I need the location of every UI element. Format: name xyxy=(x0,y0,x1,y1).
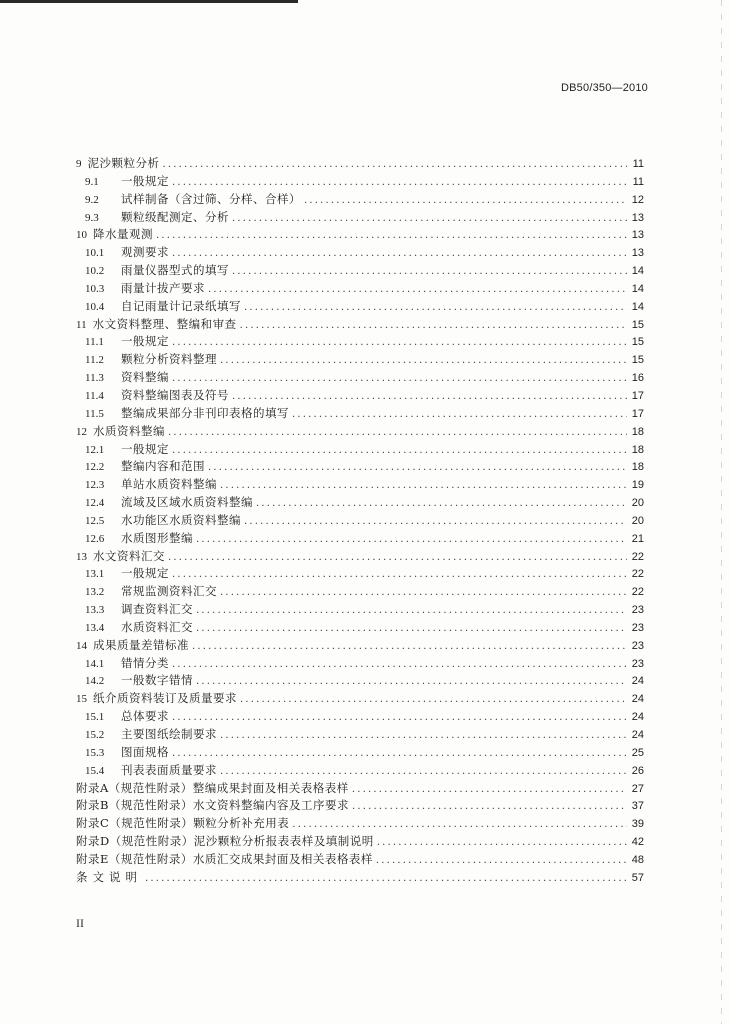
toc-entry-number: 12.2 xyxy=(85,461,105,474)
toc-entry-page: 23 xyxy=(631,604,644,617)
toc-entry[interactable] xyxy=(76,280,644,298)
toc-entry-title: 一般规定 xyxy=(121,334,169,349)
toc-entry[interactable] xyxy=(76,655,644,673)
toc-entry[interactable] xyxy=(76,405,644,423)
toc-leader-dots xyxy=(196,676,627,687)
toc-entry[interactable] xyxy=(76,209,644,227)
toc-entry[interactable] xyxy=(76,851,644,869)
toc-entry-page: 11 xyxy=(632,175,644,188)
toc-entry[interactable] xyxy=(76,191,644,209)
toc-entry-title: 自记雨量计记录纸填写 xyxy=(121,298,241,313)
toc-entry[interactable] xyxy=(76,316,644,334)
toc-entry-number: 12.4 xyxy=(85,497,105,510)
toc-entry-title: 水质资料汇交 xyxy=(121,619,193,634)
toc-entry[interactable] xyxy=(76,226,644,244)
toc-leader-dots xyxy=(232,266,627,277)
toc-entry[interactable] xyxy=(76,298,644,316)
toc-entry-page: 19 xyxy=(631,479,644,492)
toc-entry-number: 15 xyxy=(76,693,87,706)
toc-leader-dots xyxy=(156,230,627,241)
toc-entry-page: 14 xyxy=(631,300,644,313)
toc-leader-dots xyxy=(352,784,627,795)
toc-leader-dots xyxy=(240,320,627,331)
toc-entry-page: 18 xyxy=(631,461,644,474)
toc-leader-dots xyxy=(292,819,627,830)
toc-entry-number: 12 xyxy=(76,425,87,438)
toc-leader-dots xyxy=(168,427,627,438)
toc-leader-dots xyxy=(196,605,627,616)
toc-entry-page: 20 xyxy=(631,497,644,510)
toc-entry-page: 23 xyxy=(631,639,644,652)
toc-entry-page: 25 xyxy=(631,746,644,759)
toc-entry-page: 22 xyxy=(631,568,644,581)
toc-entry-page: 17 xyxy=(631,407,644,420)
toc-entry-title: 雨量仪器型式的填写 xyxy=(121,263,229,278)
table-of-contents xyxy=(76,155,644,887)
toc-leader-dots xyxy=(172,337,627,348)
toc-entry-page: 24 xyxy=(631,711,644,724)
toc-entry-title: 水功能区水质资料整编 xyxy=(121,512,241,527)
toc-entry-page: 17 xyxy=(631,389,644,402)
toc-entry-number: 12.6 xyxy=(85,532,105,545)
toc-entry-title: 颗粒分析资料整理 xyxy=(121,352,217,367)
toc-entry[interactable] xyxy=(76,458,644,476)
toc-entry-number: 13.1 xyxy=(85,568,105,581)
toc-leader-dots xyxy=(292,409,627,420)
toc-entry-title: 一般规定 xyxy=(121,441,169,456)
toc-entry-number: 14.1 xyxy=(85,657,105,670)
toc-leader-dots xyxy=(208,284,627,295)
toc-leader-dots xyxy=(172,748,627,759)
toc-entry-title: 调查资料汇交 xyxy=(121,602,193,617)
toc-leader-dots xyxy=(172,248,627,259)
toc-entry-number: 12.3 xyxy=(85,479,105,492)
toc-entry-title: 流域及区域水质资料整编 xyxy=(121,495,253,510)
toc-entry-number: 13.3 xyxy=(85,604,105,617)
toc-entry-title: 水质图形整编 xyxy=(121,530,193,545)
toc-leader-dots xyxy=(232,391,627,402)
toc-entry-title: 错情分类 xyxy=(121,655,169,670)
toc-entry-title: 水文资料汇交 xyxy=(93,548,165,563)
toc-entry-title: 纸介质资料装订及质量要求 xyxy=(93,691,237,706)
toc-entry-title: 一般规定 xyxy=(121,566,169,581)
toc-entry-page: 13 xyxy=(631,229,644,242)
toc-entry[interactable] xyxy=(76,548,644,566)
toc-entry[interactable] xyxy=(76,173,644,191)
toc-entry-page: 48 xyxy=(631,853,644,866)
toc-entry-page: 24 xyxy=(631,693,644,706)
toc-leader-dots xyxy=(196,623,627,634)
toc-leader-dots xyxy=(192,641,627,652)
toc-entry-page: 18 xyxy=(631,443,644,456)
toc-leader-dots xyxy=(163,159,628,170)
toc-entry-title: 试样制备（含过筛、分样、合样） xyxy=(121,191,301,206)
toc-entry[interactable] xyxy=(76,762,644,780)
toc-entry[interactable] xyxy=(76,619,644,637)
scan-right-edge xyxy=(721,0,722,1024)
toc-entry-page: 24 xyxy=(631,675,644,688)
toc-entry-title: 观测要求 xyxy=(121,245,169,260)
toc-entry[interactable] xyxy=(76,262,644,280)
toc-leader-dots xyxy=(196,534,627,545)
toc-entry[interactable] xyxy=(76,369,644,387)
toc-leader-dots xyxy=(220,355,627,366)
toc-entry-number: 9 xyxy=(76,158,82,170)
toc-leader-dots xyxy=(376,855,627,866)
toc-entry[interactable] xyxy=(76,476,644,494)
toc-entry-number: 11.4 xyxy=(85,389,104,402)
toc-entry-page: 14 xyxy=(631,282,644,295)
toc-entry-title: 附录D（规范性附录）泥沙颗粒分析报表表样及填制说明 xyxy=(76,834,374,849)
toc-entry-number: 10.4 xyxy=(85,300,105,313)
toc-leader-dots xyxy=(220,587,627,598)
toc-entry-title: 资料整编 xyxy=(121,370,169,385)
toc-leader-dots xyxy=(240,694,627,705)
toc-entry-page: 12 xyxy=(631,193,644,206)
toc-entry-title: 常规监测资料汇交 xyxy=(121,584,217,599)
toc-entry-page: 24 xyxy=(631,729,644,741)
toc-entry[interactable] xyxy=(76,637,644,655)
toc-leader-dots xyxy=(168,552,627,563)
toc-entry[interactable] xyxy=(76,387,644,405)
toc-entry-title: 一般数字错情 xyxy=(121,673,193,688)
toc-entry-number: 11.1 xyxy=(85,336,104,349)
toc-entry-page: 39 xyxy=(631,818,644,831)
toc-leader-dots xyxy=(244,516,627,527)
toc-entry-title: 泥沙颗粒分析 xyxy=(87,156,160,170)
scan-top-edge xyxy=(0,0,298,3)
toc-leader-dots xyxy=(172,712,627,723)
toc-leader-dots xyxy=(304,195,627,206)
toc-entry-number: 14.2 xyxy=(85,675,105,688)
toc-entry-number: 9.2 xyxy=(85,193,99,206)
toc-leader-dots xyxy=(220,730,627,741)
toc-entry[interactable] xyxy=(76,494,644,512)
toc-entry[interactable] xyxy=(76,530,644,548)
toc-entry[interactable] xyxy=(76,441,644,459)
toc-entry-title: 单站水质资料整编 xyxy=(121,477,217,492)
toc-leader-dots xyxy=(256,498,627,509)
toc-entry[interactable] xyxy=(76,780,644,798)
toc-entry-number: 11 xyxy=(76,318,87,331)
toc-entry-title: 主要图纸绘制要求 xyxy=(121,727,217,741)
toc-leader-dots xyxy=(172,659,627,670)
toc-entry-title: 整编内容和范围 xyxy=(121,459,205,474)
toc-entry-title: 条文说明 xyxy=(76,869,142,884)
toc-entry-number: 15.3 xyxy=(85,746,105,759)
toc-leader-dots xyxy=(220,766,627,777)
toc-leader-dots xyxy=(172,177,627,188)
toc-entry-number: 11.2 xyxy=(85,354,104,367)
toc-entry[interactable] xyxy=(76,815,644,833)
toc-entry[interactable] xyxy=(76,869,644,887)
toc-entry-title: 水质资料整编 xyxy=(93,423,165,438)
toc-entry-page: 16 xyxy=(631,372,644,385)
toc-entry-title: 附录B（规范性附录）水文资料整编内容及工序要求 xyxy=(76,798,349,813)
toc-entry-title: 资料整编图表及符号 xyxy=(121,387,229,402)
toc-leader-dots xyxy=(172,445,627,456)
toc-entry-number: 14 xyxy=(76,639,87,652)
toc-entry[interactable] xyxy=(76,726,644,744)
toc-entry-page: 11 xyxy=(632,158,644,170)
toc-entry-page: 22 xyxy=(631,550,644,563)
toc-entry[interactable] xyxy=(76,423,644,441)
toc-entry-number: 12.1 xyxy=(85,443,105,456)
toc-entry-page: 15 xyxy=(631,354,644,367)
toc-entry[interactable] xyxy=(76,244,644,262)
toc-entry-page: 37 xyxy=(631,800,644,813)
toc-leader-dots xyxy=(232,213,627,224)
toc-entry-number: 15.2 xyxy=(85,729,105,741)
toc-entry-title: 降水量观测 xyxy=(93,227,153,242)
toc-entry[interactable] xyxy=(76,690,644,708)
toc-entry[interactable] xyxy=(76,155,644,173)
toc-entry[interactable] xyxy=(76,744,644,762)
page-number: II xyxy=(76,916,84,930)
toc-entry-page: 23 xyxy=(631,621,644,634)
toc-leader-dots xyxy=(145,873,627,884)
toc-leader-dots xyxy=(220,480,627,491)
toc-entry-number: 10 xyxy=(76,229,87,242)
toc-entry[interactable] xyxy=(76,797,644,815)
toc-leader-dots xyxy=(244,302,627,313)
toc-entry-title: 一般规定 xyxy=(121,173,169,188)
toc-entry-title: 刊表表面质量要求 xyxy=(121,762,217,777)
toc-entry-page: 21 xyxy=(631,532,644,545)
toc-entry-title: 水文资料整理、整编和审查 xyxy=(92,316,237,331)
toc-entry-page: 15 xyxy=(631,336,644,349)
toc-entry-number: 13.2 xyxy=(85,586,105,599)
toc-entry[interactable] xyxy=(76,672,644,690)
toc-entry-title: 附录E（规范性附录）水质汇交成果封面及相关表格表样 xyxy=(76,851,373,866)
toc-entry-title: 成果质量差错标准 xyxy=(93,637,189,652)
toc-entry-number: 9.3 xyxy=(85,211,99,224)
toc-entry-title: 雨量计拔产要求 xyxy=(121,280,205,295)
toc-leader-dots xyxy=(172,569,627,580)
toc-entry-title: 附录C（规范性附录）颗粒分析补充用表 xyxy=(76,816,290,831)
toc-entry-number: 10.1 xyxy=(85,247,105,260)
toc-entry-title: 总体要求 xyxy=(121,709,169,724)
toc-entry[interactable] xyxy=(76,351,644,369)
toc-entry[interactable] xyxy=(76,708,644,726)
toc-entry[interactable] xyxy=(76,512,644,530)
toc-entry-number: 11.5 xyxy=(85,407,104,420)
toc-entry-title: 颗粒级配测定、分析 xyxy=(121,209,229,224)
toc-entry-number: 9.1 xyxy=(85,175,99,188)
toc-entry-page: 18 xyxy=(631,425,644,438)
toc-entry-page: 13 xyxy=(631,247,644,260)
toc-entry-page: 23 xyxy=(631,657,644,670)
toc-entry-page: 20 xyxy=(631,514,644,527)
toc-entry-page: 22 xyxy=(631,586,644,599)
toc-entry-page: 26 xyxy=(631,764,644,777)
toc-entry-title: 附录A（规范性附录）整编成果封面及相关表格表样 xyxy=(76,780,349,795)
toc-entry-number: 10.2 xyxy=(85,265,105,278)
toc-entry[interactable] xyxy=(76,333,644,351)
toc-entry-title: 整编成果部分非刊印表格的填写 xyxy=(121,405,289,420)
toc-entry[interactable] xyxy=(76,583,644,601)
toc-entry-page: 27 xyxy=(631,782,644,795)
toc-entry-page: 57 xyxy=(631,871,644,884)
toc-entry-number: 15.1 xyxy=(85,711,105,724)
toc-entry-number: 11.3 xyxy=(85,372,104,385)
toc-entry-page: 13 xyxy=(631,211,644,224)
toc-leader-dots xyxy=(172,373,627,384)
toc-leader-dots xyxy=(377,837,627,848)
toc-entry[interactable] xyxy=(76,601,644,619)
toc-entry-number: 10.3 xyxy=(85,282,105,295)
toc-entry-number: 13 xyxy=(76,550,87,563)
toc-leader-dots xyxy=(352,801,627,812)
toc-entry-page: 15 xyxy=(631,318,644,331)
toc-entry[interactable] xyxy=(76,833,644,851)
toc-entry-number: 15.4 xyxy=(85,764,105,777)
toc-entry-page: 14 xyxy=(631,265,644,278)
document-code: DB50/350—2010 xyxy=(561,82,648,94)
toc-leader-dots xyxy=(208,462,627,473)
toc-entry-title: 图面规格 xyxy=(121,744,169,759)
toc-entry-number: 12.5 xyxy=(85,514,105,527)
toc-entry[interactable] xyxy=(76,565,644,583)
toc-entry-number: 13.4 xyxy=(85,621,105,634)
toc-entry-page: 42 xyxy=(631,836,644,849)
